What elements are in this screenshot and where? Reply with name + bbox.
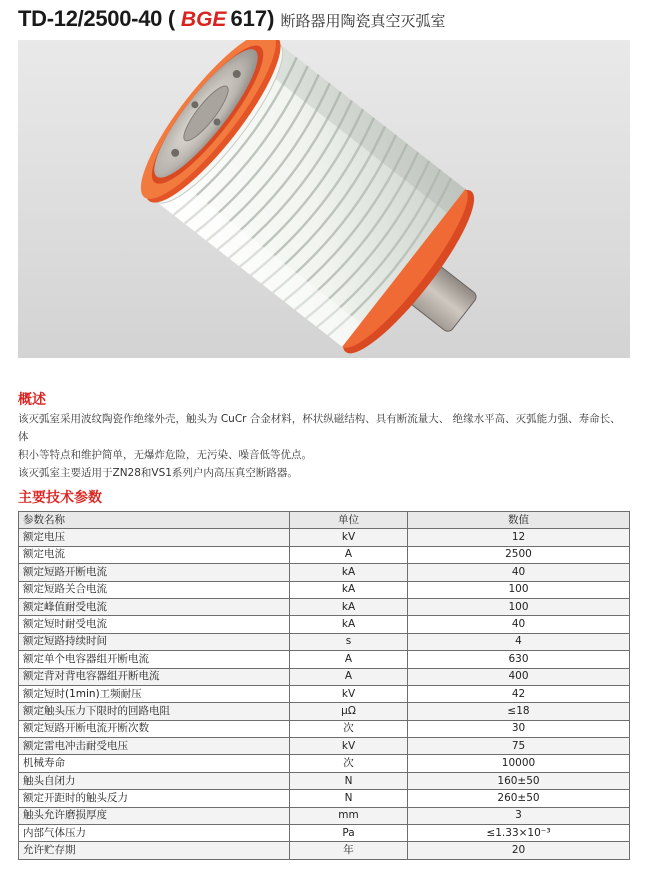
overview-line: 该灭弧室采用波纹陶瓷作绝缘外壳，触头为 CuCr 合金材料，杯状纵磁结构、具有断流量大、 绝缘水平高、灭弧能力强、寿命长、体 xyxy=(18,413,621,443)
param-unit-cell: 年 xyxy=(290,842,408,859)
table-row xyxy=(19,807,630,824)
param-unit-cell: kA xyxy=(290,616,408,633)
param-value-cell: 12 xyxy=(408,529,630,546)
param-value-cell: 2500 xyxy=(408,546,630,563)
table-row xyxy=(19,842,630,859)
overview-line: 积小等特点和维护简单，无爆炸危险，无污染、噪音低等优点。 xyxy=(18,449,312,461)
table-row xyxy=(19,772,630,789)
product-photo xyxy=(18,40,630,358)
param-name-cell: 触头自闭力 xyxy=(19,772,290,789)
column-header: 单位 xyxy=(290,512,408,529)
param-unit-cell: s xyxy=(290,633,408,650)
param-unit-cell: kV xyxy=(290,529,408,546)
column-header: 数值 xyxy=(408,512,630,529)
param-unit-cell: A xyxy=(290,546,408,563)
param-name-cell: 额定单个电容器组开断电流 xyxy=(19,651,290,668)
param-value-cell: 3 xyxy=(408,807,630,824)
overview-line: 该灭弧室主要适用于ZN28和VS1系列户内高压真空断路器。 xyxy=(18,467,298,479)
param-value-cell: 40 xyxy=(408,564,630,581)
param-value-cell: 20 xyxy=(408,842,630,859)
param-value-cell: 100 xyxy=(408,598,630,615)
product-model: TD-12/2500-40 ( xyxy=(18,6,175,31)
param-name-cell: 额定短路开断电流开断次数 xyxy=(19,720,290,737)
table-row xyxy=(19,668,630,685)
param-name-cell: 额定短路开断电流 xyxy=(19,564,290,581)
table-row xyxy=(19,651,630,668)
param-name-cell: 额定短时(1min)工频耐压 xyxy=(19,685,290,702)
param-value-cell: 4 xyxy=(408,633,630,650)
param-unit-cell: kA xyxy=(290,581,408,598)
table-row xyxy=(19,529,630,546)
vacuum-interrupter-illustration xyxy=(18,40,630,358)
table-row xyxy=(19,581,630,598)
param-name-cell: 触头允许磨损厚度 xyxy=(19,807,290,824)
param-name-cell: 额定电压 xyxy=(19,529,290,546)
table-row xyxy=(19,738,630,755)
param-value-cell: 160±50 xyxy=(408,772,630,789)
table-row xyxy=(19,720,630,737)
param-value-cell: 260±50 xyxy=(408,790,630,807)
column-header: 参数名称 xyxy=(19,512,290,529)
param-unit-cell: A xyxy=(290,651,408,668)
param-value-cell: 75 xyxy=(408,738,630,755)
technical-parameters-table xyxy=(18,511,630,860)
param-unit-cell: mm xyxy=(290,807,408,824)
table-row xyxy=(19,825,630,842)
table-row xyxy=(19,616,630,633)
param-unit-cell: N xyxy=(290,772,408,789)
param-value-cell: ≤18 xyxy=(408,703,630,720)
param-name-cell: 额定开距时的触头反力 xyxy=(19,790,290,807)
product-name: 断路器用陶瓷真空灭弧室 xyxy=(280,12,446,30)
param-name-cell: 额定雷电冲击耐受电压 xyxy=(19,738,290,755)
param-name-cell: 额定短路关合电流 xyxy=(19,581,290,598)
param-unit-cell: Pa xyxy=(290,825,408,842)
param-value-cell: 100 xyxy=(408,581,630,598)
table-row xyxy=(19,633,630,650)
param-value-cell: 400 xyxy=(408,668,630,685)
brand-logo: BGE xyxy=(180,8,227,31)
params-heading: 主要技术参数 xyxy=(18,490,102,506)
param-name-cell: 额定短路持续时间 xyxy=(19,633,290,650)
param-value-cell: 10000 xyxy=(408,755,630,772)
param-value-cell: 42 xyxy=(408,685,630,702)
table-header-row xyxy=(19,512,630,529)
param-unit-cell: kV xyxy=(290,738,408,755)
table-row xyxy=(19,598,630,615)
param-unit-cell: N xyxy=(290,790,408,807)
param-name-cell: 额定短时耐受电流 xyxy=(19,616,290,633)
param-unit-cell: kV xyxy=(290,685,408,702)
table-row xyxy=(19,790,630,807)
param-value-cell: 630 xyxy=(408,651,630,668)
page-header xyxy=(18,6,446,36)
overview-heading: 概述 xyxy=(18,392,46,408)
table-row xyxy=(19,564,630,581)
table-row xyxy=(19,703,630,720)
param-name-cell: 额定触头压力下限时的回路电阻 xyxy=(19,703,290,720)
param-unit-cell: kA xyxy=(290,564,408,581)
overview-text xyxy=(18,410,630,482)
param-value-cell: 30 xyxy=(408,720,630,737)
param-name-cell: 额定背对背电容器组开断电流 xyxy=(19,668,290,685)
param-name-cell: 允许贮存期 xyxy=(19,842,290,859)
param-name-cell: 额定电流 xyxy=(19,546,290,563)
param-name-cell: 内部气体压力 xyxy=(19,825,290,842)
param-unit-cell: A xyxy=(290,668,408,685)
param-value-cell: ≤1.33×10⁻³ xyxy=(408,825,630,842)
param-name-cell: 额定峰值耐受电流 xyxy=(19,598,290,615)
table-row xyxy=(19,546,630,563)
param-name-cell: 机械寿命 xyxy=(19,755,290,772)
product-series: 617) xyxy=(230,6,275,31)
param-unit-cell: 次 xyxy=(290,755,408,772)
param-unit-cell: 次 xyxy=(290,720,408,737)
table-row xyxy=(19,685,630,702)
param-unit-cell: μΩ xyxy=(290,703,408,720)
param-unit-cell: kA xyxy=(290,598,408,615)
table-row xyxy=(19,755,630,772)
param-value-cell: 40 xyxy=(408,616,630,633)
